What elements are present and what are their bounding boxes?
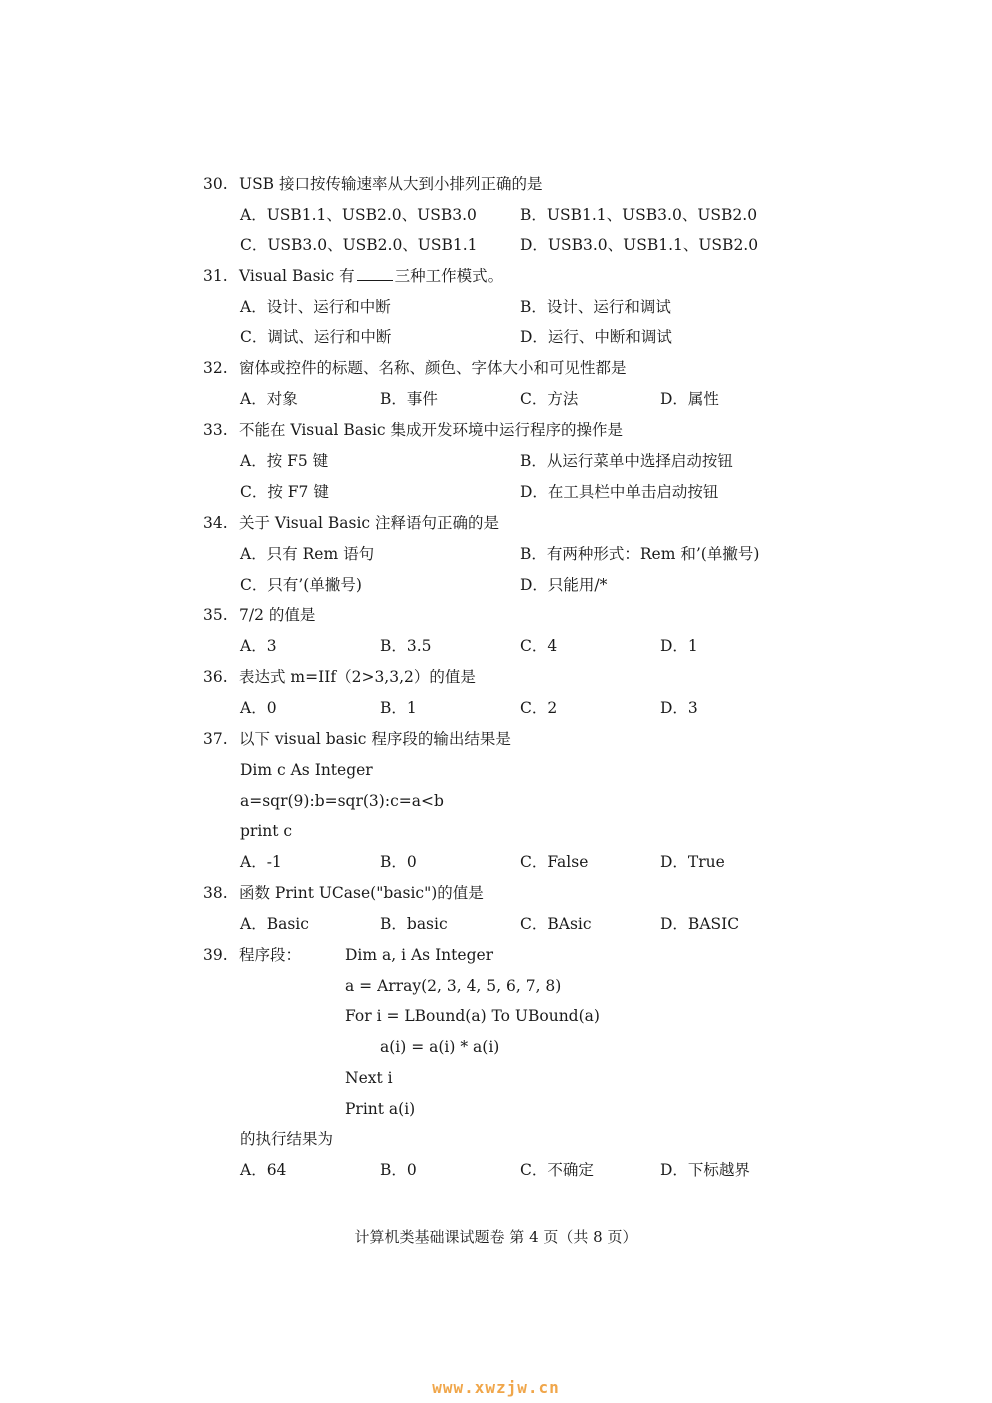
q32-option-a: A．对象 bbox=[240, 390, 298, 408]
q37-code-line: Dim c As Integer bbox=[240, 761, 373, 779]
q39-code-line: Next i bbox=[345, 1069, 393, 1087]
question-34-stem: 34. 关于 Visual Basic 注释语句正确的是 bbox=[203, 514, 500, 532]
question-38-stem: 38. 函数 Print UCase("basic")的值是 bbox=[203, 884, 484, 902]
question-30-stem: 30. USB 接口按传输速率从大到小排列正确的是 bbox=[203, 175, 543, 193]
q33-option-b: B．从运行菜单中选择启动按钮 bbox=[520, 452, 733, 470]
q35-option-d: D．1 bbox=[660, 637, 698, 655]
question-35-stem: 35. 7/2 的值是 bbox=[203, 606, 316, 624]
q30-option-b: B．USB1.1、USB3.0、USB2.0 bbox=[520, 206, 758, 224]
q31-option-a: A．设计、运行和中断 bbox=[240, 298, 391, 316]
q35-option-a: A．3 bbox=[240, 637, 277, 655]
q34-option-c: C．只有’(单撇号) bbox=[240, 576, 362, 594]
question-36-stem: 36. 表达式 m=IIf（2>3,3,2）的值是 bbox=[203, 668, 476, 686]
q32-option-d: D．属性 bbox=[660, 390, 719, 408]
q31-option-d: D．运行、中断和调试 bbox=[520, 328, 672, 346]
q36-option-c: C．2 bbox=[520, 699, 558, 717]
q37-code-line: print c bbox=[240, 822, 293, 840]
q39-option-d: D．下标越界 bbox=[660, 1161, 750, 1179]
q39-code-line: Print a(i) bbox=[345, 1100, 416, 1118]
q38-option-a: A．Basic bbox=[240, 915, 309, 933]
q39-code-line: a = Array(2, 3, 4, 5, 6, 7, 8) bbox=[345, 977, 562, 995]
q37-option-b: B．0 bbox=[380, 853, 417, 871]
q39-code-line: a(i) = a(i) * a(i) bbox=[380, 1038, 500, 1056]
q36-option-a: A．0 bbox=[240, 699, 277, 717]
q33-option-c: C．按 F7 键 bbox=[240, 483, 329, 501]
q38-option-c: C．BAsic bbox=[520, 915, 592, 933]
q35-option-c: C．4 bbox=[520, 637, 558, 655]
answer-blank bbox=[357, 266, 393, 281]
q31-option-c: C．调试、运行和中断 bbox=[240, 328, 392, 346]
page-footer: 计算机类基础课试题卷 第 4 页（共 8 页） bbox=[354, 1228, 638, 1246]
q39-option-c: C．不确定 bbox=[520, 1161, 594, 1179]
q39-option-a: A．64 bbox=[240, 1161, 287, 1179]
q39-tail: 的执行结果为 bbox=[240, 1130, 334, 1148]
q37-option-d: D．True bbox=[660, 853, 725, 871]
question-37-stem: 37. 以下 visual basic 程序段的输出结果是 bbox=[203, 730, 511, 748]
q30-option-a: A．USB1.1、USB2.0、USB3.0 bbox=[240, 206, 477, 224]
q38-option-b: B．basic bbox=[380, 915, 448, 933]
watermark-link[interactable]: www.xwzjw.cn bbox=[432, 1378, 560, 1397]
q35-option-b: B．3.5 bbox=[380, 637, 432, 655]
q39-code-line: For i = LBound(a) To UBound(a) bbox=[345, 1007, 600, 1025]
q37-option-a: A．-1 bbox=[240, 853, 282, 871]
q33-option-d: D．在工具栏中单击启动按钮 bbox=[520, 483, 719, 501]
q36-option-b: B．1 bbox=[380, 699, 417, 717]
q34-option-b: B．有两种形式：Rem 和’(单撇号) bbox=[520, 545, 760, 563]
q34-option-a: A．只有 Rem 语句 bbox=[240, 545, 375, 563]
question-39-stem: 39. 程序段： bbox=[203, 946, 302, 964]
q34-option-d: D．只能用/* bbox=[520, 576, 608, 594]
q39-code-line: Dim a, i As Integer bbox=[345, 946, 494, 964]
q30-option-d: D．USB3.0、USB1.1、USB2.0 bbox=[520, 236, 759, 254]
q39-option-b: B．0 bbox=[380, 1161, 417, 1179]
q31-option-b: B．设计、运行和调试 bbox=[520, 298, 671, 316]
q36-option-d: D．3 bbox=[660, 699, 698, 717]
question-32-stem: 32. 窗体或控件的标题、名称、颜色、字体大小和可见性都是 bbox=[203, 359, 627, 377]
q33-option-a: A．按 F5 键 bbox=[240, 452, 329, 470]
q37-option-c: C．False bbox=[520, 853, 589, 871]
q32-option-b: B．事件 bbox=[380, 390, 438, 408]
question-31-stem: 31. Visual Basic 有 三种工作模式。 bbox=[203, 267, 504, 285]
q37-code-line: a=sqr(9):b=sqr(3):c=a<b bbox=[240, 792, 444, 810]
question-33-stem: 33. 不能在 Visual Basic 集成开发环境中运行程序的操作是 bbox=[203, 421, 624, 439]
q30-option-c: C．USB3.0、USB2.0、USB1.1 bbox=[240, 236, 478, 254]
q32-option-c: C．方法 bbox=[520, 390, 579, 408]
q38-option-d: D．BASIC bbox=[660, 915, 740, 933]
